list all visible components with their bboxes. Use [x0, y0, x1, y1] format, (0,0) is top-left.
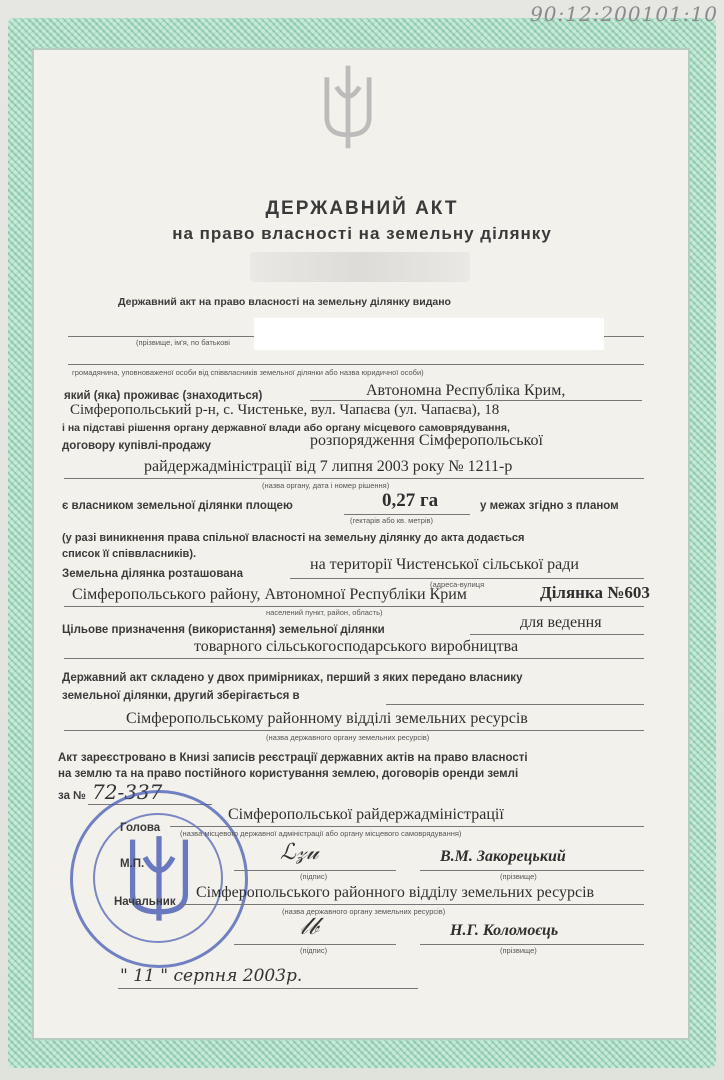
head-caption: (назва місцевого державної адміністрації або органу місцевого самоврядування) — [180, 829, 462, 838]
caption-name: (прізвище, ім'я, по батькові — [136, 338, 230, 347]
basis-caption: (назва органу, дата і номер рішення) — [262, 481, 390, 490]
head-value: Сімферопольської райдержадміністрації — [228, 806, 504, 823]
basis-label-2: договору купівлі-продажу — [62, 440, 212, 452]
registry-no-label: за № — [58, 790, 86, 802]
top-cadastral-number: 90:12:200101:10 — [530, 2, 718, 26]
chief-value: Сімферопольського районного відділу земельних ресурсів — [196, 884, 595, 901]
area-label-after: у межах згідно з планом — [480, 500, 619, 512]
location-label: Земельна ділянка розташована — [62, 568, 243, 580]
copies-caption: (назва державного органу земельних ресурсів) — [266, 733, 430, 742]
chief-name-caption: (прізвище) — [500, 946, 537, 955]
issue-date: " 11 " серпня 2003р. — [120, 966, 303, 986]
head-label: Голова — [120, 822, 161, 834]
residence-value-1: Автономна Республіка Крим, — [366, 382, 566, 399]
mp-label: М.П. — [120, 858, 145, 870]
residence-label: який (яка) проживає (знаходиться) — [64, 390, 263, 402]
head-name: В.М. Закорецький — [440, 848, 566, 865]
official-stamp — [70, 790, 248, 968]
area-note-2: список її співвласників). — [62, 548, 197, 560]
area-caption: (гектарів або кв. метрів) — [350, 516, 434, 525]
location-value-2: Сімферопольського району, Автономної Республіки Крим — [72, 586, 467, 603]
basis-value-2: райдержадміністрації від 7 липня 2003 року № 1211-р — [144, 458, 513, 475]
copies-value: Сімферопольському районному відділі земельних ресурсів — [126, 710, 528, 727]
area-note-1: (у разі виникнення права спільної власності на земельну ділянку до акта додається — [62, 532, 525, 544]
location-caption: населений пункт, район, область) — [266, 608, 383, 617]
head-name-caption: (прізвище) — [500, 872, 537, 881]
chief-sig-caption: (підпис) — [300, 946, 328, 955]
chief-caption: (назва державного органу земельних ресурсів) — [282, 907, 446, 916]
chief-label: Начальник — [114, 896, 176, 908]
redacted-owner-name — [254, 318, 604, 350]
location-value-1: на території Чистенської сільської ради — [310, 556, 579, 573]
area-value: 0,27 га — [382, 490, 439, 511]
stamp-trident-icon — [115, 831, 203, 931]
document-subtitle: на право власності на земельну ділянку — [172, 224, 552, 243]
copies-line-1: Державний акт складено у двох примірниках, перший з яких передано власнику — [62, 672, 523, 684]
chief-signature: 𝓁𝒷 — [300, 912, 319, 940]
issued-label: Державний акт на право власності на земельну ділянку видано — [118, 296, 451, 308]
plot-number: Ділянка №603 — [540, 583, 650, 602]
chief-name: Н.Г. Коломоєць — [450, 922, 559, 939]
purpose-value-1: для ведення — [520, 614, 602, 631]
basis-value-1: розпорядження Сімферопольської — [310, 432, 543, 449]
residence-value-2: Сімферопольський р-н, с. Чистеньке, вул. Чапаєва (ул. Чапаєва), 18 — [70, 402, 500, 418]
document-title: ДЕРЖАВНИЙ АКТ — [265, 198, 459, 219]
purpose-value-2: товарного сільськогосподарського виробництва — [194, 638, 519, 655]
blurred-name — [250, 252, 470, 282]
area-label: є власником земельної ділянки площею — [62, 500, 293, 512]
registry-number: 72-337 — [92, 780, 163, 804]
copies-line-2: земельної ділянки, другий зберігається в — [62, 690, 300, 702]
registry-line-2: на землю та на право постійного користування землею, договорів оренди землі — [58, 768, 519, 780]
trident-emblem-icon — [300, 58, 396, 154]
head-sig-caption: (підпис) — [300, 872, 328, 881]
caption-citizens: громадянина, уповноваженої особи від співвласників земельної ділянки або назва юридичної особи) — [72, 368, 424, 377]
head-signature: ℒ𝓏𝓊 — [280, 840, 319, 865]
registry-line-1: Акт зареєстровано в Книзі записів реєстрації державних актів на право власності — [58, 752, 528, 764]
purpose-label: Цільове призначення (використання) земельної ділянки — [62, 624, 385, 636]
basis-label-1: і на підставі рішення органу державної влади або органу місцевого самоврядування, — [62, 422, 510, 434]
location-caption-street: (адреса-вулиця — [430, 580, 485, 589]
